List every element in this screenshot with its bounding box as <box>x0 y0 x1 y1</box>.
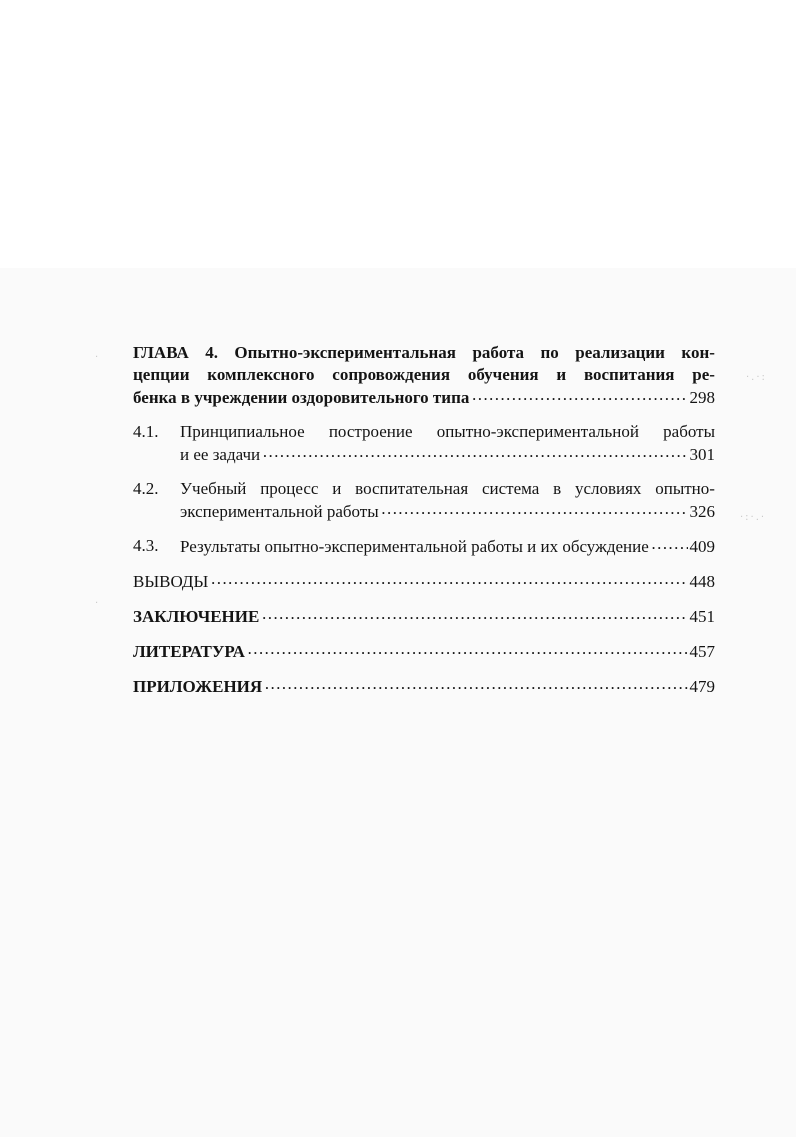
chapter-heading-line-2 <box>133 364 715 386</box>
word: опытно-экспериментальной <box>436 422 639 441</box>
section-title-end: экспериментальной работы <box>180 502 379 521</box>
word: обучения <box>467 365 539 384</box>
entry-label: ПРИЛОЖЕНИЯ <box>133 677 263 696</box>
chapter-heading <box>133 342 715 409</box>
word: опытно- <box>655 479 715 498</box>
leader-dots <box>262 443 687 460</box>
toc-section-4-2 <box>133 478 715 523</box>
scan-speck: · <box>95 352 101 363</box>
page-number: 298 <box>689 388 715 407</box>
leader-dots <box>471 386 687 403</box>
page-number: 457 <box>689 642 715 661</box>
section-number: 4.2. <box>133 479 159 498</box>
section-title: Результаты опытно-экспериментальной работы и их обсуждение <box>180 537 649 556</box>
page-number: 409 <box>689 537 715 556</box>
chapter-title-end: бенка в учреждении оздоровительного типа <box>133 388 470 407</box>
scan-speck: · <box>95 598 101 609</box>
word: и <box>332 479 342 498</box>
entry-label: ЗАКЛЮЧЕНИЕ <box>133 607 260 626</box>
word: комплексного <box>207 365 315 384</box>
word: воспитания <box>583 365 675 384</box>
toc-entry-literature <box>133 640 715 663</box>
word: построение <box>328 422 413 441</box>
section-number: 4.1. <box>133 422 159 441</box>
section-title-line <box>180 421 715 443</box>
leader-dots <box>247 640 688 657</box>
section-title-end: и ее задачи <box>180 445 261 464</box>
word: условиях <box>574 479 642 498</box>
word: 4. <box>205 343 218 362</box>
word: реализации <box>575 343 665 362</box>
toc-entry-summary <box>133 605 715 628</box>
word: Опытно-экспериментальная <box>234 343 457 362</box>
word: ГЛАВА <box>133 343 189 362</box>
leader-dots <box>381 500 688 517</box>
leader-dots <box>651 535 688 552</box>
word: и <box>556 365 567 384</box>
page-number: 451 <box>689 607 715 626</box>
leader-dots <box>264 675 687 692</box>
chapter-heading-line-1 <box>133 342 715 364</box>
word: работа <box>472 343 525 362</box>
scan-speck: ·:·.· <box>740 512 767 523</box>
word: кон- <box>681 343 715 362</box>
word: в <box>553 479 562 498</box>
entry-label: ВЫВОДЫ <box>133 572 209 591</box>
toc-entry-appendices <box>133 675 715 698</box>
page-number: 301 <box>689 445 715 464</box>
toc-entry-conclusions <box>133 570 715 593</box>
word: Принципиальное <box>180 422 305 441</box>
page-number: 448 <box>689 572 715 591</box>
word: сопровождения <box>332 365 451 384</box>
word: воспитательная <box>355 479 469 498</box>
word: система <box>481 479 540 498</box>
word: работы <box>663 422 715 441</box>
section-number: 4.3. <box>133 536 159 555</box>
word: цепции <box>133 365 190 384</box>
page-number: 479 <box>689 677 715 696</box>
scan-speck: ·.·: <box>746 372 767 383</box>
word: ре- <box>692 365 715 384</box>
section-title-line <box>180 478 715 500</box>
table-of-contents <box>133 342 715 698</box>
word: процесс <box>260 479 319 498</box>
leader-dots <box>261 605 687 622</box>
chapter-heading-line-3 <box>133 386 715 409</box>
entry-label: ЛИТЕРАТУРА <box>133 642 245 661</box>
toc-section-4-3 <box>133 535 715 558</box>
word: Учебный <box>180 479 247 498</box>
word: по <box>540 343 559 362</box>
leader-dots <box>210 570 687 587</box>
toc-section-4-1 <box>133 421 715 466</box>
page-number: 326 <box>689 502 715 521</box>
